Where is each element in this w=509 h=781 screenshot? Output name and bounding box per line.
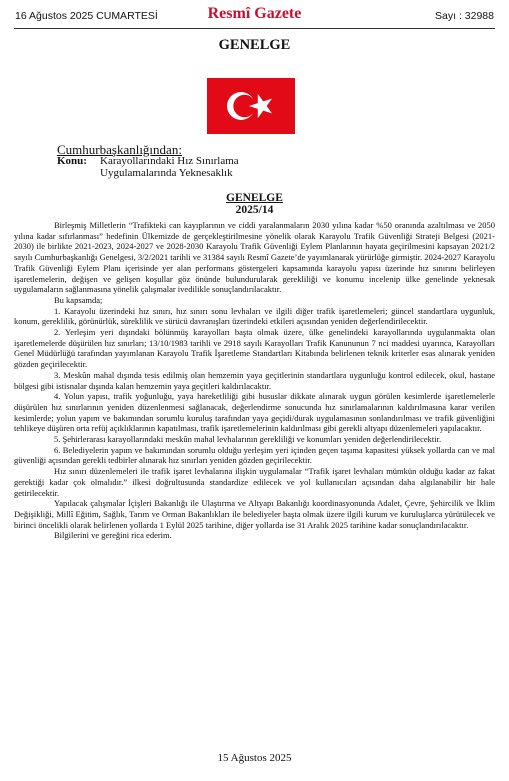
subject-line-1: Karayollarındaki Hız Sınırlama (100, 155, 239, 167)
issue-number: Sayı : 32988 (435, 10, 494, 22)
subject-line-2: Uygulamalarında Yeknesaklık (100, 167, 233, 179)
circular-title: GENELGE (226, 192, 283, 204)
paragraph-item-5: 5. Şehirlerarası karayollarındaki meskûn mahal levhalarının gerekliliği ve konumları yeniden değerlendirilecektir. (54, 434, 442, 445)
gazette-header (0, 0, 509, 34)
circular-body (14, 220, 495, 541)
paragraph-coordination: Yapılacak çalışmalar İçişleri Bakanlığı ile Ulaştırma ve Altyapı Bakanlığı koordinasyonunda Adalet, Çevre, Şehircilik ve İklim Değişikliği, Millî Eğitim, Sağlık, Tarım ve Orman Bakanlıkları ile belediyeler başta olmak üzere ilgili kurum ve kuruluşlarca yürütülecek ve birinci öncelikli olarak belirlenen yollarda 1 Eylül 2025 tarihine, diğer yollarda ise 31 Aralık 2025 tarihine kadar sonuçlandırılacaktır. (14, 498, 495, 530)
paragraph-item-3: 3. Meskûn mahal dışında tesis edilmiş olan hemzemin yaya geçitlerinin standartlara uygunluğu kontrol edilecek, okul, hastane bölgesi gibi istisnalar dışında kalan hemzemin yaya geçitleri kaldırılacaktır. (14, 369, 495, 391)
document-type-heading: GENELGE (218, 37, 291, 53)
circular-number: 2025/14 (235, 204, 274, 216)
signature-date: 15 Ağustos 2025 (217, 752, 292, 764)
subject-block (57, 155, 239, 179)
header-divider (14, 28, 495, 29)
paragraph-standards: Hız sınırı düzenlemeleri ile trafik işaret levhalarına ilişkin uygulamalar “Trafik işaret levhaları mümkün olduğu kadar az fakat gerektiği kadar çok olmalıdır.” ilkesi doğrultusunda standardize edilecek ve yol kullanıcıları açısından daha algılanabilir bir hale getirilecektir. (14, 466, 495, 498)
turkish-flag-icon (207, 78, 295, 134)
paragraph-item-2: 2. Yerleşim yeri dışındaki bölünmüş karayolları başta olmak üzere, ülke genelindeki karayollarında uygulanmakta olan işaretlemelerde düşürülen hız sınırları; 13/10/1983 tarihli ve 2918 sayılı Karayolları Trafik Kanununun 7 nci maddesi uyarınca, Karayolları Genel Müdürlüğü tarafından yayımlanan Karayolu Trafik İşaretleme Standartları Kitabında belirlenen teknik kriterler esas alınarak yeniden gözden geçirilecektir. (14, 327, 495, 370)
paragraph-intro: Birleşmiş Milletlerin “Trafikteki can kayıplarının ve ciddi yaralanmaların 2030 yılına kadar %50 oranında azaltılması ve 2050 yılına kadar sıfırlanması” hedefinin Ülkemizde de gerçekleştirilmesine yönelik olarak Karayolu Trafik Güvenliği Strateji Belgesi (2021-2030) ile birlikte 2021-2023, 2024-2027 ve 2028-2030 Karayolu Trafik Güvenliği Eylem Planlarının hayata geçirilmesini kapsayan 2021/2 sayılı Cumhurbaşkanlığı Genelgesi, 3/2/2021 tarihli ve 31384 sayılı Resmî Gazete’de yayımlanarak yürürlüğe girmiştir. 2024-2027 Karayolu Trafik Güvenliği Eylem Planı içerisinde yer alan performans göstergeleri kapsamında karayolu yapısı üzerinde hız sınırını belirleyen işaretlemelerin, değişen ve gelişen koşullar göz önünde bulundurularak gerekliliği ve konumu incelenip ülke genelinde yeknesak uygulamaların sağlanmasına yönelik çalışmalar ivedilikle sonuçlandırılacaktır. (14, 220, 495, 295)
gazette-name: Resmî Gazete (207, 5, 302, 22)
paragraph-closing: Bilgilerini ve gereğini rica ederim. (54, 530, 172, 541)
paragraph-item-6: 6. Belediyelerin yapım ve bakımından sorumlu olduğu yerleşim yeri içinden geçen taşıma kapasitesi yüksek yollarda can ve mal güvenliği açısından gerekli tedbirler alınarak hız sınırları yeniden gözden geçirilecektir. (14, 444, 495, 466)
header-date: 16 Ağustos 2025 CUMARTESİ (15, 10, 158, 22)
paragraph-scope: Bu kapsamda; (54, 294, 103, 305)
circular-title-block (0, 192, 509, 216)
subject-label: Konu: (57, 155, 87, 167)
paragraph-item-1: 1. Karayolu üzerindeki hız sınırı, hız sınırı sonu levhaları ve ilgili diğer trafik işaretlemeleri; güncel standartlara uygunluk, konum, gereklilik, görünürlük, süreklilik ve sürücü davranışları üzerindeki etkileri açısından yeniden değerlendirilecektir. (14, 305, 495, 327)
paragraph-item-4: 4. Yolun yapısı, trafik yoğunluğu, yaya hareketliliği gibi hususlar dikkate alınarak uygun görülen kesimlerde işaretlemelerle düşürülen hız sınırlarının yeniden düzenlenmesi sağlanacak, değerlendirme sonucunda hız sınırlamalarının kaldırılmasına karar verilen kesimlerde; yolun yapım ve bakımından sorumlu kuruluş tarafından yaya geçidi/durak uygulamasının sonlandırılması ve trafik güvenliğini tehlikeye düşüren orta refüj açıklıklarının kapatılması, trafik işaretlemelerinin kaldırılması gibi gerekli altyapı düzenlemeleri yapılacaktır. (14, 391, 495, 434)
issuer-label: Cumhurbaşkanlığından: (57, 142, 182, 157)
